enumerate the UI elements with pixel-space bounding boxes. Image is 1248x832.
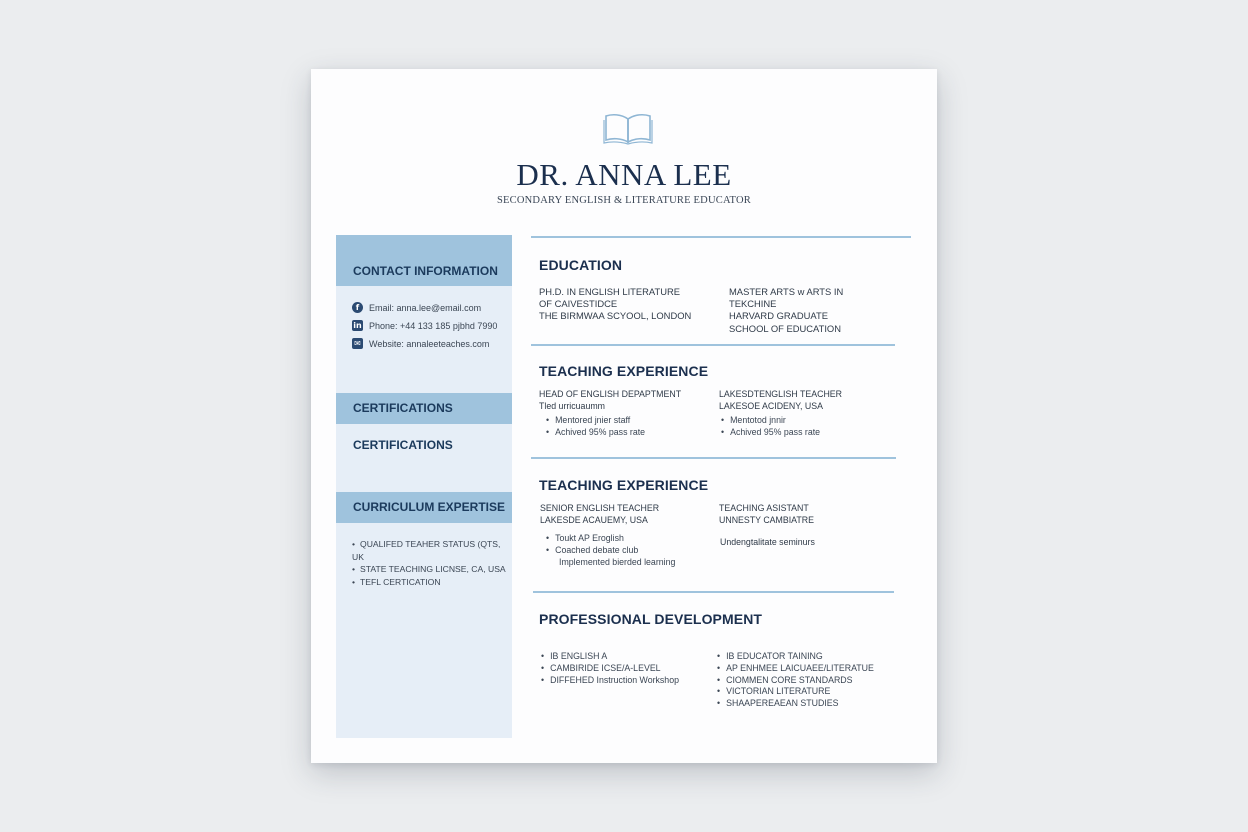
list-item: Implemented bierded learning [559, 556, 676, 567]
section-divider [533, 591, 894, 593]
list-item: • IB ENGLISH A [541, 651, 679, 663]
linkedin-icon: in [353, 321, 362, 330]
list-item: • Toukt AP Eroglish [546, 533, 675, 545]
list-item: • Mentored jnier staff [546, 415, 645, 427]
phone-text: Phone: +44 133 185 pjbhd 7990 [369, 320, 498, 331]
experience2-left-head: SENIOR ENGLISH TEACHER LAKESDE ACAUEMY, USA [540, 503, 660, 525]
contact-heading: CONTACT INFORMATION [336, 235, 512, 286]
experience1-right-list [721, 415, 820, 439]
education-left: PH.D. IN ENGLISH LITERATURE OF CAIVESTIDCE THE BIRMWAA SCYOOL, LONDON [539, 286, 692, 322]
section-divider [531, 344, 895, 346]
list-item: • Achived 95% pass rate [546, 427, 645, 439]
section-divider [531, 236, 911, 238]
sidebar [336, 235, 512, 738]
curriculum-heading: CURRICULUM EXPERTISE [336, 492, 512, 523]
list-item: • Mentotod jnnir [721, 415, 820, 427]
list-item: • AP ENHMEE LAICUAEE/LITERATUE [717, 663, 874, 675]
facebook-icon: f [352, 302, 363, 313]
list-item: • TEFL CERTICATION [352, 576, 512, 589]
open-book-icon [603, 111, 653, 145]
list-item: • DIFFEHED Instruction Workshop [541, 675, 679, 687]
certifications-label: CERTIFICATIONS [353, 438, 453, 452]
development-heading: PROFESSIONAL DEVELOPMENT [539, 611, 763, 627]
list-item: • STATE TEACHING LICNSE, CA, USA [352, 563, 512, 576]
experience-heading-1: TEACHING EXPERIENCE [539, 363, 709, 379]
email-text: Email: anna.lee@email.com [369, 302, 482, 313]
experience1-left-head: HEAD OF ENGLISH DEPAPTMENT Tled urricuaumm [539, 389, 682, 411]
list-item: • CAMBIRIDE ICSE/A-LEVEL [541, 663, 679, 675]
experience1-left-list [546, 415, 645, 439]
website-text: Website: annaleeteaches.com [369, 338, 490, 349]
experience2-right-head: TEACHING ASISTANT UNNESTY CAMBIATRE [719, 503, 814, 525]
curriculum-list [352, 538, 512, 588]
contact-email [352, 302, 481, 313]
list-item: • Coached debate club [546, 545, 675, 557]
list-item: • Achived 95% pass rate [721, 427, 820, 439]
resume-sheet [311, 69, 937, 763]
development-right-list [717, 651, 874, 710]
education-right: MASTER ARTS w ARTS IN TEKCHINE HARVARD GRADUATE SCHOOL OF EDUCATION [729, 286, 844, 334]
envelope-icon: ✉ [352, 338, 363, 349]
list-item: • IB EDUCATOR TAINING [717, 651, 874, 663]
experience1-right-head: LAKESDTENGLISH TEACHER LAKESOE ACIDENY, USA [719, 389, 843, 411]
experience-heading-2: TEACHING EXPERIENCE [539, 477, 709, 493]
development-left-list [541, 651, 679, 686]
candidate-name: DR. ANNA LEE [516, 157, 732, 192]
experience2-left-list [546, 533, 675, 568]
candidate-title: SECONDARY ENGLISH & LITERATURE EDUCATOR [497, 195, 751, 206]
contact-website [352, 338, 489, 349]
list-item: • SHAAPEREAEAN STUDIES [717, 698, 874, 710]
experience2-right-note: Undengtalitate seminurs [720, 537, 815, 547]
list-item: • VICTORIAN LITERATURE [717, 686, 874, 698]
education-heading: EDUCATION [539, 257, 623, 273]
section-divider [531, 457, 896, 459]
contact-phone [352, 320, 497, 331]
certifications-heading: CERTIFICATIONS [336, 393, 512, 424]
list-item: • CIOMMEN CORE STANDARDS [717, 675, 874, 687]
list-item: • QUALIFED TEAHER STATUS (QTS, UK [352, 538, 512, 563]
